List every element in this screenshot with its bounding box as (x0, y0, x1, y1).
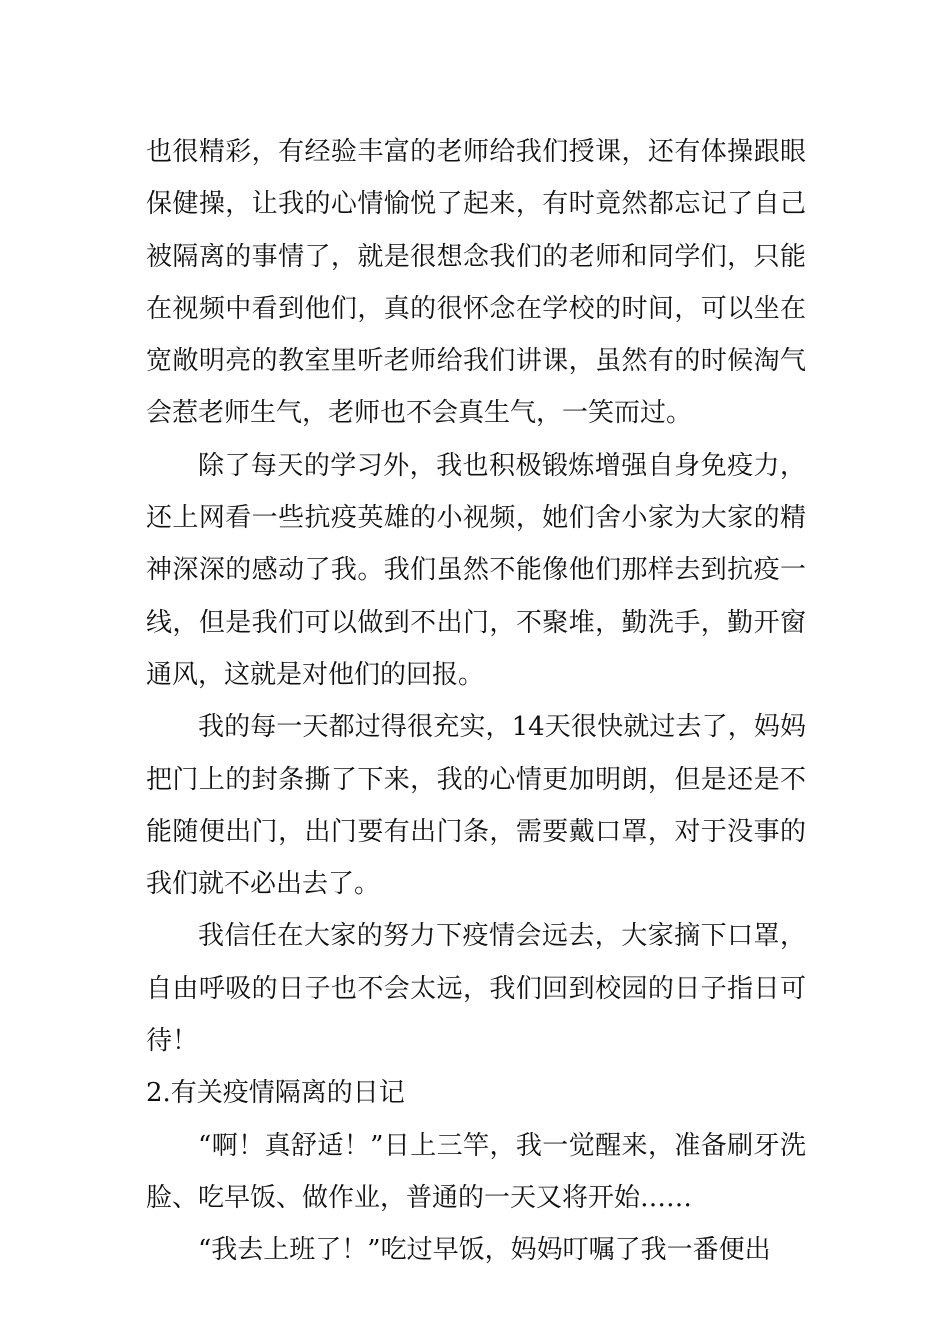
paragraph-exercise: 除了每天的学习外，我也积极锻炼增强自身免疫力，还上网看一些抗疫英雄的小视频，她们舍小家为大家的精神深深的感动了我。我们虽然不能像他们那样去到抗疫一线，但是我们可以做到不出门，不聚堆，勤洗手，勤开窗通风，这就是对他们的回报。 (146, 450, 806, 690)
paragraph-morning: “啊！真舒适！”日上三竿，我一觉醒来，准备刷牙洗脸、吃早饭、做作业，普通的一天又将开始…… (146, 1130, 806, 1213)
paragraph-continued: 也很精彩，有经验丰富的老师给我们授课，还有体操跟眼保健操，让我的心情愉悦了起来，有时竟然都忘记了自己被隔离的事情了，就是很想念我们的老师和同学们，只能在视频中看到他们，真的很怀念在学校的时间，可以坐在宽敞明亮的教室里听老师给我们讲课，虽然有的时候淘气会惹老师生气，老师也不会真生气，一笑而过。 (146, 137, 806, 429)
paragraph-fourteen-days: 我的每一天都过得很充实，14天很快就过去了，妈妈把门上的封条撕了下来，我的心情更加明朗，但是还是不能随便出门，出门要有出门条，需要戴口罩，对于没事的我们就不必出去了。 (146, 712, 806, 900)
document-body (146, 126, 806, 1277)
paragraph-hope: 我信任在大家的努力下疫情会远去，大家摘下口罩，自由呼吸的日子也不会太远，我们回到校园的日子指日可待！ (146, 921, 806, 1057)
paragraph-mother-leaves: “我去上班了！”吃过早饭，妈妈叮嘱了我一番便出 (198, 1235, 771, 1266)
section-heading: 2.有关疫情隔离的日记 (146, 1078, 405, 1109)
